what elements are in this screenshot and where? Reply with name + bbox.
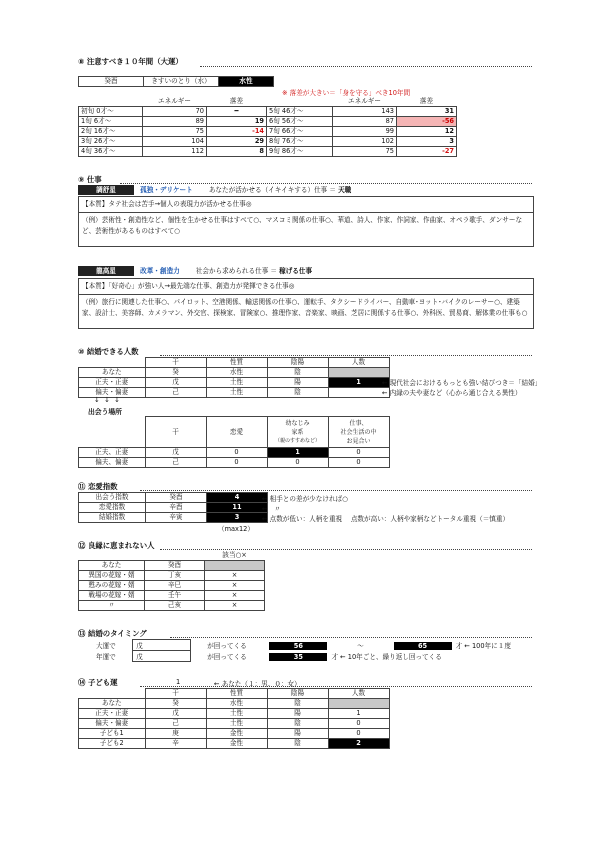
love-cell: 0 — [206, 458, 267, 468]
child-gender-value: 1 — [176, 678, 181, 686]
table-row — [79, 709, 390, 719]
kan-cell: 戊 — [145, 448, 206, 458]
table-row — [79, 458, 390, 468]
examples-text: （例）旅行に関連した仕事○、パイロット、空港関係、輸送関係の仕事○、運転手、タクシードライバー、自動車･ヨット･バイクのレーサー○、建築家、設計士、美容師、カメラマン、外交官、探検家、冒険家○、推理作家、音楽家、映画、芝居に関係する仕事○、外科医、貿易商、解体業の仕事も○ — [82, 298, 528, 317]
index-value: 3 — [207, 513, 268, 523]
table-row — [79, 581, 265, 591]
section-8-divider — [200, 66, 532, 67]
drop-cell-negative: -27 — [397, 147, 457, 157]
table-row — [79, 388, 390, 398]
section-10-title: ⑩ 結婚できる人数 — [78, 347, 139, 356]
timing-note: 才 ← 100年に１度 — [455, 642, 511, 650]
section-10-divider — [160, 355, 532, 356]
children-table — [78, 688, 390, 749]
row-label: 正夫、正妻 — [79, 448, 146, 458]
energy-cell: 104 — [143, 137, 207, 147]
yin-cell: 陰 — [267, 388, 328, 398]
kan-cell: 癸酉 — [145, 561, 205, 571]
love-note-3: ← 点数が低い：人柄を重視 点数が高い：人柄や家柄などトータル重視（＝慎重） — [262, 515, 510, 523]
section-14-divider — [140, 686, 532, 687]
energy-cell: 102 — [333, 137, 397, 147]
col-head: 性質 — [206, 358, 267, 368]
tag-element: 水性 — [219, 77, 274, 87]
kan-cell: 癸 — [145, 699, 206, 709]
kan-cell: 辛酉 — [146, 503, 207, 513]
energy-cell: 143 — [333, 107, 397, 117]
row-label: 甦みの花嫁・婿 — [79, 581, 145, 591]
count-cell — [328, 699, 389, 709]
table-row — [79, 591, 265, 601]
index-value: 11 — [207, 503, 268, 513]
energy-cell: 99 — [333, 127, 397, 137]
col-head-line: 家系 — [291, 428, 304, 436]
head-drop-left: 落差 — [207, 97, 267, 107]
kan-cell: 己 — [145, 388, 206, 398]
yin-cell: 陰 — [267, 368, 328, 378]
honshitsu-text: 【本質】「好奇心」が強い人→最先端な仕事、創造力が発揮できる仕事◎ — [82, 282, 295, 290]
kan-cell: 己 — [145, 719, 206, 729]
kan-cell: 癸 — [145, 368, 206, 378]
energy-cell: 70 — [143, 107, 207, 117]
kan-cell: 戊 — [145, 709, 206, 719]
family-cell: 0 — [267, 458, 328, 468]
col-head-line: 社会生活の中 — [340, 428, 377, 436]
daiun-tag — [78, 76, 274, 87]
count-cell: 2 — [328, 739, 389, 749]
col-head-line: お見合い — [346, 437, 371, 445]
row-label: あなた — [79, 561, 145, 571]
marriage-note-2: ← 内縁の夫や妻など（心から通じ合える異性） — [382, 389, 522, 397]
section-13-divider — [170, 637, 532, 638]
row-label: 異国の花嫁・婿 — [79, 571, 145, 581]
col-head: 干 — [145, 689, 206, 699]
row-label: 〃 — [79, 601, 145, 611]
col-head-line: 幼なじみ — [285, 419, 310, 427]
energy-cell: 75 — [143, 127, 207, 137]
section-8-title: ⑧ 注意すべき１０年間（大運） — [78, 57, 183, 66]
love-cell: 0 — [206, 448, 267, 458]
work-cell: 0 — [328, 448, 389, 458]
meet-place-title: 出会う場所 — [88, 408, 122, 416]
timing-row-nenun — [96, 650, 442, 662]
count-cell: 1 — [328, 709, 389, 719]
timing-start-age: 56 — [269, 642, 327, 650]
col-head-line: 仕事、 — [349, 419, 368, 427]
nature-cell: 金性 — [206, 729, 267, 739]
work-lead: あなたが活かせる（イキイキする）仕事 ＝ — [208, 186, 336, 194]
head-energy-left: エネルギー — [143, 97, 207, 107]
col-head: 人数 — [328, 358, 389, 368]
head-energy-right: エネルギー — [333, 97, 397, 107]
count-cell: 1 — [328, 378, 389, 388]
count-cell — [328, 368, 389, 378]
down-arrows: ↓ ↓ ↓ — [94, 396, 122, 404]
meet-place-table — [78, 416, 390, 468]
timing-kan: 戊 — [132, 650, 191, 662]
col-head: 陰陽 — [267, 689, 328, 699]
table-row — [79, 699, 390, 709]
energy-cell: 89 — [143, 117, 207, 127]
timing-note: 才 ← 10年ごと、繰り返し回ってくる — [331, 653, 442, 661]
love-max: （max12） — [218, 525, 254, 533]
row-label: 偏夫、偏妻 — [79, 458, 146, 468]
energy-cell: 112 — [143, 147, 207, 157]
star-badge: 龍高星 — [78, 266, 134, 276]
drop-cell-negative: -14 — [207, 127, 267, 137]
row-label: 9旬 86才～ — [267, 147, 333, 157]
energy-cell: 75 — [333, 147, 397, 157]
child-gender-note: ← あなた（１：男、０：女） — [214, 680, 301, 688]
examples-box-b — [78, 294, 534, 329]
timing-mid: が回ってくる — [207, 642, 247, 650]
work-lead: 社会から求められる仕事 ＝ — [195, 267, 278, 275]
drop-cell: 19 — [207, 117, 267, 127]
honshitsu-box-b — [78, 278, 534, 295]
col-head: 性質 — [206, 689, 267, 699]
kan-cell: 己 — [145, 458, 206, 468]
col-head-line: （親のすすめなど） — [274, 437, 321, 444]
head-drop-right: 落差 — [397, 97, 457, 107]
nature-cell: 土性 — [206, 719, 267, 729]
timing-label: 大運で — [96, 642, 116, 650]
row-label: 3旬 26才～ — [79, 137, 143, 147]
kan-cell: 辛寅 — [146, 513, 207, 523]
row-label: 8旬 76才～ — [267, 137, 333, 147]
honshitsu-box-a — [78, 196, 534, 213]
honshitsu-text: 【本質】タテ社会は苦手→個人の表現力が活かせる仕事◎ — [82, 200, 252, 208]
yin-cell: 陽 — [267, 729, 328, 739]
kan-cell: 戊 — [145, 378, 206, 388]
work-result: 天職 — [338, 186, 352, 194]
table-row — [79, 561, 265, 571]
table-row — [79, 117, 457, 127]
row-label: 偏夫・偏妻 — [79, 719, 146, 729]
count-cell: 0 — [328, 729, 389, 739]
mark-cell: × — [205, 571, 265, 581]
marriage-note-1: ← 現代社会におけるもっとも強い結びつき＝「結婚」 — [382, 379, 542, 387]
table-row — [79, 107, 457, 117]
col-head — [328, 417, 389, 448]
row-label: 6旬 56才～ — [267, 117, 333, 127]
index-value: 4 — [207, 493, 268, 503]
table-row — [79, 493, 268, 503]
row-label: 戦場の花嫁・婿 — [79, 591, 145, 601]
table-row — [79, 719, 390, 729]
table-row — [79, 571, 265, 581]
yin-cell: 陽 — [267, 709, 328, 719]
star-keyword: 孤独・デリケート — [140, 186, 193, 194]
table-row — [79, 127, 457, 137]
yin-cell: 陰 — [267, 719, 328, 729]
table-row — [79, 729, 390, 739]
drop-warning: ※ 落差が大きい＝「身を守る」べき10年間 — [282, 89, 411, 97]
row-label: 偏夫・偏妻 — [79, 388, 146, 398]
table-row — [79, 601, 265, 611]
kan-cell: 辛 — [145, 739, 206, 749]
family-cell: 1 — [267, 448, 328, 458]
love-index-table — [78, 492, 268, 523]
kan-cell: 辛巳 — [145, 581, 205, 591]
row-label: あなた — [79, 699, 146, 709]
table-row — [79, 147, 457, 157]
energy-cell: 87 — [333, 117, 397, 127]
row-label: 初旬 0才～ — [79, 107, 143, 117]
row-label: 結婚指数 — [79, 513, 146, 523]
col-head: 該当○× — [222, 551, 247, 559]
count-cell: 0 — [328, 719, 389, 729]
daiun-table — [78, 97, 457, 157]
marriage-count-table — [78, 357, 390, 398]
drop-cell: 12 — [397, 127, 457, 137]
col-head: 干 — [145, 417, 206, 448]
table-row — [79, 513, 268, 523]
row-label: 子ども1 — [79, 729, 146, 739]
mark-cell: × — [205, 601, 265, 611]
work-a-header — [78, 184, 351, 195]
timing-label: 年運で — [96, 653, 116, 661]
drop-cell: 3 — [397, 137, 457, 147]
mark-cell: × — [205, 591, 265, 601]
nature-cell: 水性 — [206, 368, 267, 378]
nature-cell: 水性 — [206, 699, 267, 709]
mark-cell: × — [205, 581, 265, 591]
row-label: 5旬 46才～ — [267, 107, 333, 117]
drop-cell: 8 — [207, 147, 267, 157]
table-row — [79, 503, 268, 513]
timing-end-age: 65 — [394, 642, 452, 650]
drop-cell: ━ — [207, 107, 267, 117]
col-head: 恋愛 — [206, 417, 267, 448]
examples-text: （例）芸術性・創造性など、個性を生かせる仕事はすべて○、マスコミ関係の仕事○、華道、詩人、作家、作詞家、作曲家、オペラ歌手、ダンサーなど、芸術性があるものはすべて○ — [82, 216, 523, 235]
drop-cell: 31 — [397, 107, 457, 117]
count-cell — [328, 388, 389, 398]
kan-cell: 癸酉 — [146, 493, 207, 503]
section-14-title: ⑭ 子ども運 — [78, 678, 118, 687]
section-11-title: ⑪ 恋愛指数 — [78, 482, 118, 491]
table-row — [79, 378, 390, 388]
drop-cell-highlight: -56 — [397, 117, 457, 127]
drop-cell: 29 — [207, 137, 267, 147]
section-13-title: ⑬ 結婚のタイミング — [78, 629, 147, 638]
nature-cell: 金性 — [206, 739, 267, 749]
kan-cell: 丁亥 — [145, 571, 205, 581]
row-label: 1旬 6才～ — [79, 117, 143, 127]
table-row — [79, 368, 390, 378]
work-b-header — [78, 265, 312, 276]
row-label: 2旬 16才～ — [79, 127, 143, 137]
row-label: 4旬 36才～ — [79, 147, 143, 157]
work-result: 稼げる仕事 — [279, 267, 313, 275]
row-label: 正夫・正妻 — [79, 378, 146, 388]
tag-kan: 癸酉 — [79, 77, 144, 87]
table-row — [79, 448, 390, 458]
section-12-title: ⑫ 良縁に恵まれない人 — [78, 541, 155, 550]
yin-cell: 陰 — [267, 699, 328, 709]
row-label: 出会う指数 — [79, 493, 146, 503]
work-cell: 0 — [328, 458, 389, 468]
timing-kan: 戊 — [132, 639, 191, 651]
section-11-divider — [140, 490, 532, 491]
row-label: 恋愛指数 — [79, 503, 146, 513]
nature-cell: 土性 — [206, 388, 267, 398]
star-badge: 調舒星 — [78, 185, 134, 195]
col-head: 陰陽 — [267, 358, 328, 368]
kan-cell: 壬午 — [145, 591, 205, 601]
kan-cell: 己亥 — [145, 601, 205, 611]
timing-mid: が回ってくる — [207, 653, 247, 661]
row-label: あなた — [79, 368, 146, 378]
section-12-divider — [160, 549, 532, 550]
timing-age: 35 — [269, 653, 327, 661]
examples-box-a — [78, 212, 534, 247]
nature-cell: 土性 — [206, 709, 267, 719]
row-label: 正夫・正妻 — [79, 709, 146, 719]
bad-fortune-table — [78, 551, 265, 611]
timing-tilde: ～ — [357, 642, 364, 650]
yin-cell: 陰 — [267, 739, 328, 749]
col-head: 人数 — [328, 689, 389, 699]
nature-cell: 土性 — [206, 378, 267, 388]
row-label: 7旬 66才～ — [267, 127, 333, 137]
section-9-title: ⑨ 仕事 — [78, 175, 102, 184]
star-keyword: 改革・創造力 — [140, 267, 180, 275]
col-head — [267, 417, 328, 448]
table-row — [79, 739, 390, 749]
table-row — [79, 137, 457, 147]
col-head: 干 — [145, 358, 206, 368]
kan-cell: 庚 — [145, 729, 206, 739]
tag-name: きすいのとり（水） — [144, 77, 219, 87]
love-note-1: ← 相手との差が少なければ○ — [262, 495, 348, 503]
love-note-2: ← 〃 — [262, 505, 281, 513]
yin-cell: 陽 — [267, 378, 328, 388]
mark-cell — [205, 561, 265, 571]
row-label: 子ども2 — [79, 739, 146, 749]
